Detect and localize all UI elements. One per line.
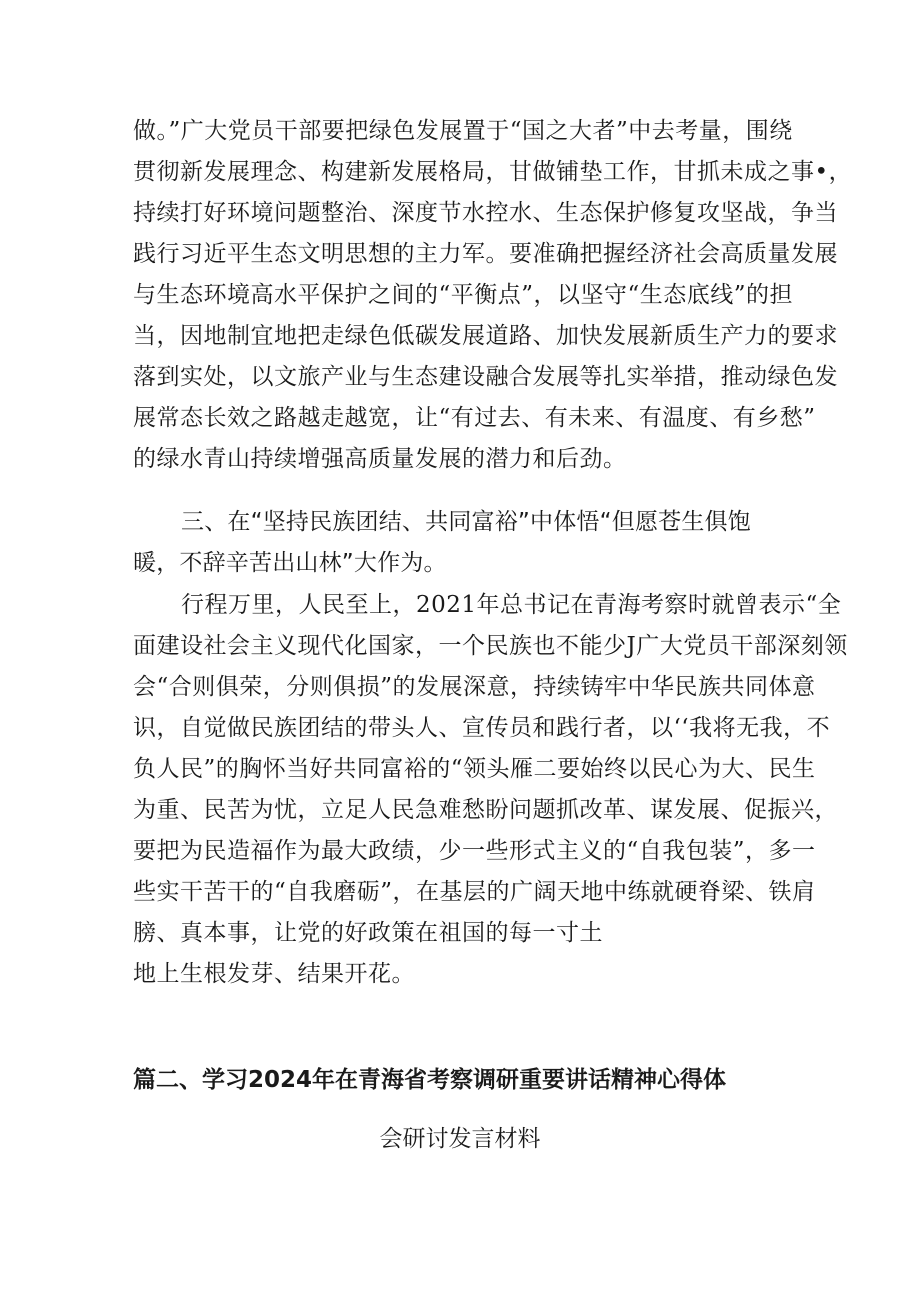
- paragraph-line: 展常态长效之路越走越宽，让“有过去、有未来、有温度、有乡愁”: [133, 405, 816, 431]
- paragraph-line: 与生态环境高水平保护之间的“平衡点”，以坚守“生态底线”的担: [133, 282, 794, 308]
- paragraph-line: 膀、真本事，让党的好政策在祖国的每一寸土: [133, 920, 603, 946]
- heading-line: 三、在“坚持民族团结、共同富裕”中体悟“但愿苍生俱饱: [181, 509, 751, 535]
- paragraph-line: 持续打好环境问题整治、深度节水控水、生态保护修复攻坚战，争当: [133, 200, 838, 226]
- paragraph-line: 面建设社会主义现代化国家，一个民族也不能少J广大党员干部深刻领: [133, 633, 848, 659]
- paragraph-line: 负人民”的胸怀当好共同富裕的“领头雁二要始终以民心为大、民生: [133, 756, 816, 782]
- heading-line: 暖，不辞辛苦出山林”大作为。: [133, 550, 447, 576]
- paragraph-line: 当，因地制宜地把走绿色低碳发展道路、加快发展新质生产力的要求: [133, 323, 838, 349]
- paragraph-line: 的绿水青山持续增强高质量发展的潜力和后劲。: [133, 446, 627, 472]
- paragraph-line: 会“合则俱荣，分则俱损”的发展深意，持续铸牢中华民族共同体意: [133, 674, 816, 700]
- paragraph-line: 为重、民苦为忧，立足人民急难愁盼问题抓改革、谋发展、促振兴，: [133, 797, 838, 823]
- paragraph-line: 地上生根发芽、结果开花。: [133, 961, 415, 987]
- paragraph-line: 做。”广大党员干部要把绿色发展置于“国之大者”中去考量，围绕: [133, 118, 793, 144]
- paragraph-line: 识，自觉做民族团结的带头人、宣传员和践行者，以‘‘我将无我，不: [133, 715, 831, 741]
- section-two-subtitle: 会研讨发言材料: [379, 1126, 541, 1152]
- section-two-title: 篇二、学习2024年在青海省考察调研重要讲话精神心得体: [133, 1067, 727, 1093]
- paragraph-line: 些实干苦干的“自我磨砺”，在基层的广阔天地中练就硬脊梁、铁肩: [133, 879, 816, 905]
- paragraph-line: 行程万里，人民至上，2021年总书记在青海考察时就曾表示“全: [181, 592, 842, 618]
- paragraph-line: 贯彻新发展理念、构建新发展格局，甘做铺垫工作，甘抓未成之事•，: [133, 159, 853, 185]
- paragraph-line: 要把为民造福作为最大政绩，少一些形式主义的“自我包装”，多一: [133, 838, 816, 864]
- paragraph-line: 践行习近平生态文明思想的主力军。要准确把握经济社会高质量发展: [133, 241, 838, 267]
- paragraph-line: 落到实处，以文旅产业与生态建设融合发展等扎实举措，推动绿色发: [133, 364, 838, 390]
